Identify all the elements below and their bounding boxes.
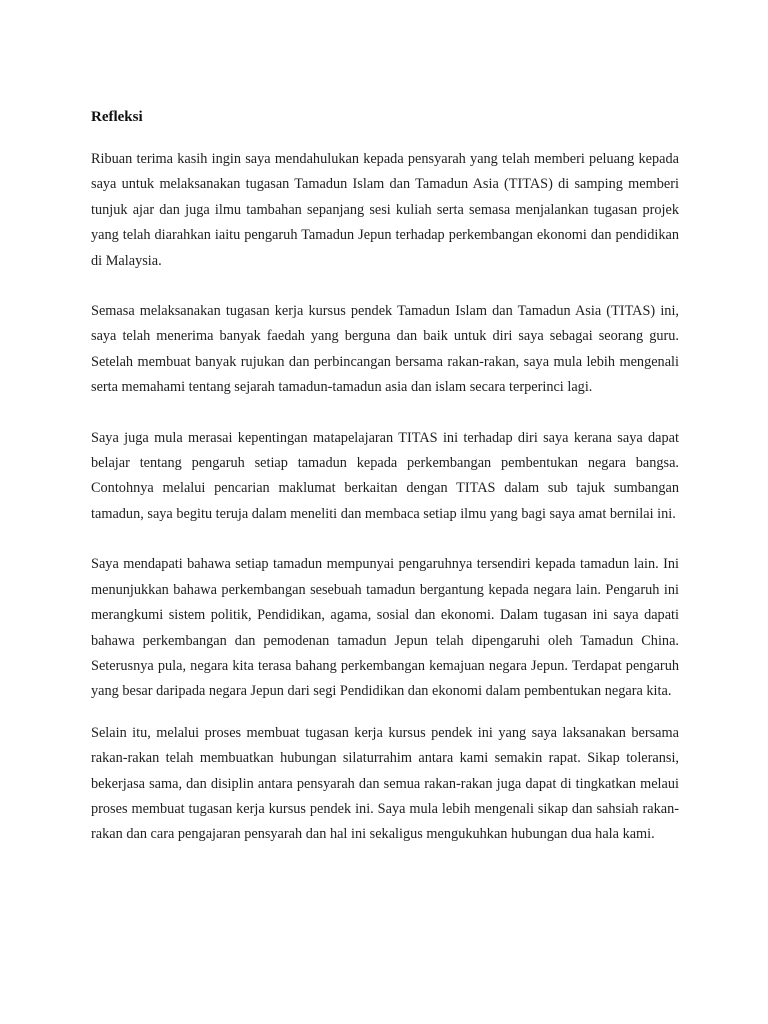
paragraph-2: Semasa melaksanakan tugasan kerja kursus pendek Tamadun Islam dan Tamadun Asia (TITAS) ini, saya telah menerima banyak faedah yang berguna dan baik untuk diri saya sebagai seorang guru. Setelah membuat banyak rujukan dan perbincangan bersama rakan-rakan, saya mula lebih mengenali serta memahami tentang sejarah tamadun-tamadun asia dan islam secara terperinci lagi. — [91, 303, 679, 396]
document-heading: Refleksi — [91, 109, 143, 125]
paragraph-1: Ribuan terima kasih ingin saya mendahulukan kepada pensyarah yang telah memberi peluang kepada saya untuk melaksanakan tugasan Tamadun Islam dan Tamadun Asia (TITAS) di samping memberi tunjuk ajar dan juga ilmu tambahan sepanjang sesi kuliah serta semasa menjalankan tugasan projek yang telah diarahkan iaitu pengaruh Tamadun Jepun terhadap perkembangan ekonomi dan pendidikan di Malaysia. — [91, 151, 679, 269]
paragraph-4: Saya mendapati bahawa setiap tamadun mempunyai pengaruhnya tersendiri kepada tamadun lain. Ini menunjukkan bahawa perkembangan sesebuah tamadun bergantung kepada negara lain. Pengaruh ini merangkumi sistem politik, Pendidikan, agama, sosial dan ekonomi. Dalam tugasan ini saya dapati bahawa perkembangan dan pemodenan tamadun Jepun telah dipengaruhi oleh Tamadun China. Seterusnya pula, negara kita terasa bahang perkembangan kemajuan negara Jepun. Terdapat pengaruh yang besar daripada negara Jepun dari segi Pendidikan dan ekonomi dalam pembentukan negara kita. — [91, 556, 679, 700]
paragraph-3: Saya juga mula merasai kepentingan matapelajaran TITAS ini terhadap diri saya kerana saya dapat belajar tentang pengaruh setiap tamadun kepada perkembangan pembentukan negara bangsa. Contohnya melalui pencarian maklumat berkaitan dengan TITAS dalam sub tajuk sumbangan tamadun, saya begitu teruja dalam meneliti dan membaca setiap ilmu yang bagi saya amat bernilai ini. — [91, 429, 679, 522]
document-body — [91, 106, 679, 848]
paragraph-5: Selain itu, melalui proses membuat tugasan kerja kursus pendek ini yang saya laksanakan bersama rakan-rakan telah membuatkan hubungan silaturrahim antara kami semakin rapat. Sikap toleransi, bekerjasa sama, dan disiplin antara pensyarah dan semua rakan-rakan juga dapat di tingkatkan melaui proses membuat tugasan kerja kursus pendek ini. Saya mula lebih mengenali sikap dan sahsiah rakan-rakan dan cara pengajaran pensyarah dan hal ini sekaligus mengukuhkan hubungan dua hala kami. — [91, 724, 679, 843]
